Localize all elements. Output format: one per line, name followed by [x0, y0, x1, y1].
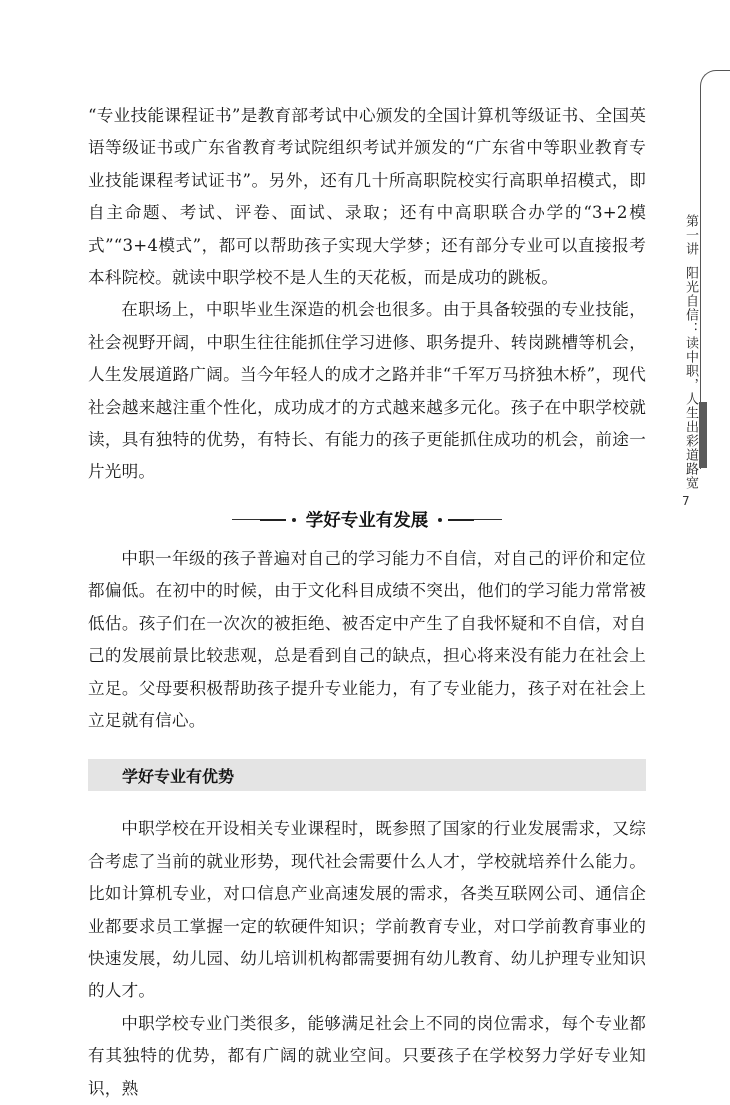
paragraph-2: 在职场上，中职毕业生深造的机会也很多。由于具备较强的专业技能，社会视野开阔，中职生往往能抓住学习进修、职务提升、转岗跳槽等机会，人生发展道路广阔。当今年轻人的成才之路并非“千军万马挤独木桥”，现代社会越来越注重个性化，成功成才的方式越来越多元化。孩子在中职学校就读，具有独特的优势，有特长、有能力的孩子更能抓住成功的机会，前途一片光明。	[88, 300, 646, 482]
heading-ornament-left	[232, 518, 302, 522]
section-heading	[88, 503, 646, 537]
section-title: 学好专业有发展	[305, 511, 429, 532]
subsection-paragraph-2: 中职学校专业门类很多，能够满足社会上不同的岗位需求，每个专业都有其独特的优势，都有广阔的就业空间。只要孩子在学校努力学好专业知识，熟	[88, 1013, 646, 1098]
side-tab-marker	[699, 402, 707, 468]
heading-ornament-right	[432, 518, 502, 522]
subsection-paragraph-1: 中职学校在开设相关专业课程时，既参照了国家的行业发展需求，又综合考虑了当前的就业形势，现代社会需要什么人才，学校就培养什么能力。比如计算机专业，对口信息产业高速发展的需求，各类互联网公司、通信企业都要求员工掌握一定的软硬件知识；学前教育专业，对口学前教育事业的快速发展，幼儿园、幼儿培训机构都需要拥有幼儿教育、幼儿护理专业知识的人才。	[88, 819, 646, 1001]
subsection-heading: 学好专业有优势	[88, 759, 646, 791]
main-content	[88, 100, 646, 1105]
side-tab-title: 阳光自信：读中职，人生出彩道路宽	[683, 266, 698, 490]
side-tab-chapter: 第一讲	[683, 214, 698, 256]
paragraph-1: “专业技能课程证书”是教育部考试中心颁发的全国计算机等级证书、全国英语等级证书或广东省教育考试院组织考试并颁发的“广东省中等职业教育专业技能课程考试证书”。另外，还有几十所高职院校实行高职单招模式，即自主命题、考试、评卷、面试、录取；还有中高职联合办学的“3+2模式”“3+4模式”，都可以帮助孩子实现大学梦；还有部分专业可以直接报考本科院校。就读中职学校不是人生的天花板，而是成功的跳板。	[88, 106, 646, 288]
side-tab-text	[676, 214, 698, 490]
section-paragraph: 中职一年级的孩子普遍对自己的学习能力不自信，对自己的评价和定位都偏低。在初中的时候，由于文化科目成绩不突出，他们的学习能力常常被低估。孩子们在一次次的被拒绝、被否定中产生了自我怀疑和不自信，对自己的发展前景比较悲观，总是看到自己的缺点，担心将来没有能力在社会上立足。父母要积极帮助孩子提升专业能力，有了专业能力，孩子对在社会上立足就有信心。	[88, 548, 646, 730]
page-number: 7	[682, 494, 690, 508]
